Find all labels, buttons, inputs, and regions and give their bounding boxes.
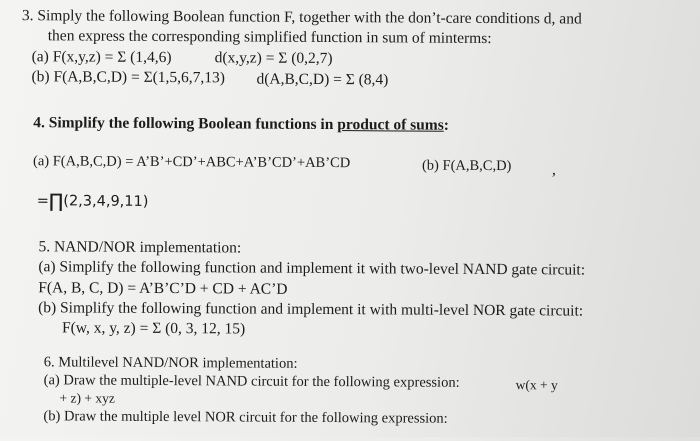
q5-part-b-text: (b) Simplify the following function and implement it with multi-level NOR gate circuit:	[38, 299, 584, 320]
q6-part-a-expression-continued: + z) + xyz	[59, 390, 115, 406]
product-symbol-icon: ∏	[48, 190, 64, 213]
q4-heading-underlined: product of sums	[337, 116, 444, 134]
q3-part-b-function: (b) F(A,B,C,D) = Σ(1,5,6,7,13)	[31, 68, 226, 87]
q3-heading: 3. Simply the following Boolean function F, together with the don’t-care conditions d, and	[21, 7, 582, 28]
q4-part-b: (b) F(A,B,C,D)	[421, 157, 512, 175]
q6-part-b-text: (b) Draw the multiple level NOR circuit for the following expression:	[43, 408, 448, 427]
q4-heading	[33, 114, 449, 135]
q6-part-a-expression: w(x + y	[515, 377, 558, 393]
q4-product-terms: (2,3,4,9,11)	[63, 193, 149, 210]
q6-heading: 6. Multilevel NAND/NOR implementation:	[43, 354, 298, 372]
q5-part-a-text: (a) Simplify the following function and implement it with two-level NAND gate circuit:	[38, 258, 586, 279]
q4-product-equals: =	[36, 193, 49, 210]
q4-part-b-comma: ,	[551, 161, 556, 179]
q4-heading-text: 4. Simplify the following Boolean functions in	[33, 114, 338, 134]
q3-part-a-function: (a) F(x,y,z) = Σ (1,4,6)	[31, 48, 172, 67]
q4-product-expression	[37, 192, 149, 211]
q5-part-a-function: F(A, B, C, D) = A’B’C’D + CD + AC’D	[38, 279, 288, 298]
q5-heading: 5. NAND/NOR implementation:	[38, 238, 242, 257]
q4-part-a: (a) F(A,B,C,D) = A’B’+CD’+ABC+A’B’CD’+AB’CD	[32, 153, 351, 172]
q3-heading-continued: then express the corresponding simplified function in sum of minterms:	[47, 27, 492, 48]
q4-heading-colon: :	[443, 116, 449, 134]
q3-part-a-dont-care: d(x,y,z) = Σ (0,2,7)	[214, 49, 333, 68]
q3-part-b-dont-care: d(A,B,C,D) = Σ (8,4)	[256, 70, 389, 89]
q6-part-a-text: (a) Draw the multiple-level NAND circuit for the following expression:	[43, 372, 460, 391]
q5-part-b-function: F(w, x, y, z) = Σ (0, 3, 12, 15)	[61, 319, 246, 338]
